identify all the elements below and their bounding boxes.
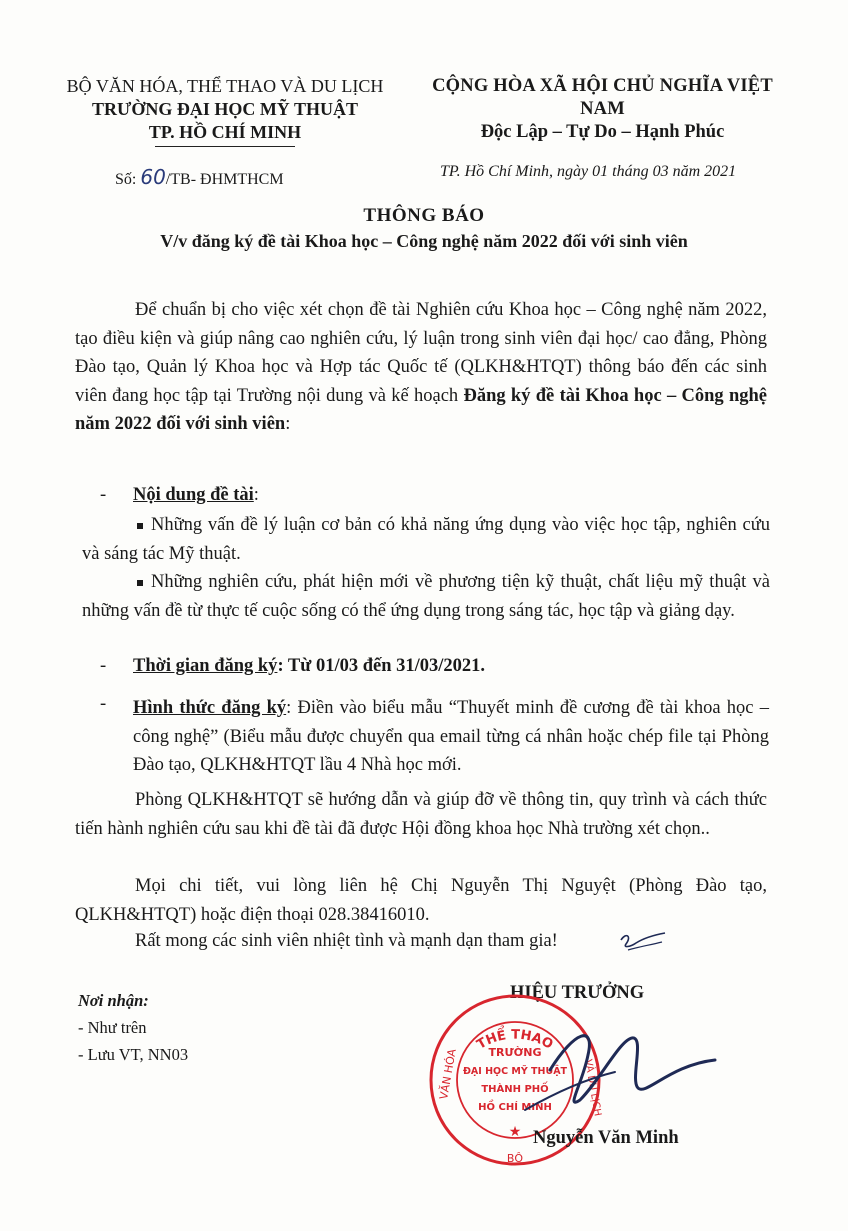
content-heading — [133, 485, 259, 506]
recipient-item: - Lưu VT, NN03 — [78, 1045, 189, 1064]
dash-bullet: - — [100, 485, 107, 505]
doc-number-value: 60 — [140, 165, 166, 189]
national-heading — [410, 75, 795, 144]
seal-line-3: THÀNH PHỐ — [481, 1084, 549, 1095]
dash-bullet: - — [100, 656, 107, 676]
guide-paragraph: Phòng QLKH&HTQT sẽ hướng dẫn và giúp đỡ về thông tin, quy trình và cách thức tiến hành nghiên cứu sau khi đề tài đã được Hội đồng khoa học Nhà trường xét chọn.. — [75, 790, 767, 839]
recipients-label: Nơi nhận: — [78, 991, 149, 1010]
square-bullet-icon — [137, 580, 143, 586]
content-colon: : — [253, 485, 259, 505]
doc-number-prefix: Số: — [115, 171, 137, 188]
content-item-text: Những nghiên cứu, phát hiện mới về phương tiện kỹ thuật, chất liệu mỹ thuật và những vấn đề từ thực tế cuộc sống có thể ứng dụng trong sáng tác, học tập và giảng dạy. — [82, 572, 770, 621]
issuing-agency — [60, 75, 390, 147]
seal-line-1: TRƯỜNG — [488, 1046, 542, 1059]
school-name: TRƯỜNG ĐẠI HỌC MỸ THUẬT — [91, 99, 358, 119]
seal-left-text: VĂN HÓA — [437, 1047, 459, 1101]
divider — [155, 146, 295, 147]
doc-number-suffix: /TB- ĐHMTHCM — [165, 171, 284, 188]
intro-bold: Đăng ký đề tài Khoa học – Công nghệ năm 2022 đối với sinh viên — [75, 385, 767, 434]
recipients — [78, 987, 188, 1068]
document-subtitle: V/v đăng ký đề tài Khoa học – Công nghệ năm 2022 đối với sinh viên — [160, 231, 688, 251]
square-bullet-icon — [137, 523, 143, 529]
content-item — [82, 511, 770, 568]
ministry-name: BỘ VĂN HÓA, THỂ THAO VÀ DU LỊCH — [66, 76, 384, 96]
dash-bullet: - — [100, 694, 107, 714]
document-title: THÔNG BÁO — [363, 205, 485, 226]
registration-time — [133, 656, 485, 677]
recipient-item: - Như trên — [78, 1018, 147, 1037]
closing-line: Rất mong các sinh viên nhiệt tình và mạnh dạn tham gia! — [135, 931, 558, 951]
form-label: Hình thức đăng ký — [133, 698, 287, 718]
signer-title: HIỆU TRƯỞNG — [510, 983, 645, 1003]
place-date: TP. Hồ Chí Minh, ngày 01 tháng 03 năm 2021 — [440, 163, 737, 180]
intro-end: : — [285, 414, 291, 434]
time-label: Thời gian đăng ký — [133, 656, 278, 676]
seal-star-icon: ★ — [508, 1124, 522, 1140]
handwritten-signature — [520, 1010, 720, 1120]
time-value: : Từ 01/03 đến 31/03/2021. — [277, 656, 486, 676]
content-item-text: Những vấn đề lý luận cơ bản có khả năng ứng dụng vào việc học tập, nghiên cứu và sáng tác Mỹ thuật. — [82, 515, 770, 564]
form-value: : Điền vào biểu mẫu “Thuyết minh đề cương đề tài khoa học – công nghệ” (Biểu mẫu được chuyển qua email từng cá nhân hoặc chép file tại Phòng Đào tạo, QLKH&HTQT lầu 4 Nhà học mới. — [133, 698, 769, 775]
registration-form — [133, 694, 769, 780]
intro-text: Để chuẩn bị cho việc xét chọn đề tài Nghiên cứu Khoa học – Công nghệ năm 2022, tạo điều kiện và giúp nâng cao nghiên cứu, lý luận trong sinh viên đại học/ cao đẳng, Phòng Đào tạo, Quản lý Khoa học và Hợp tác Quốc tế (QLKH&HTQT) thông báo đến các sinh viên đang học tập tại Trường nội dung và kế hoạch — [75, 300, 767, 406]
seal-line-4: HỒ CHÍ MINH — [478, 1102, 552, 1113]
national-motto: Độc Lập – Tự Do – Hạnh Phúc — [480, 122, 725, 142]
intro-paragraph — [75, 296, 767, 439]
signer-name: Nguyễn Văn Minh — [533, 1128, 679, 1148]
seal-bottom-text: BỘ — [506, 1152, 524, 1165]
seal-right-text: VÀ DU LỊCH — [582, 1058, 603, 1118]
contact-paragraph: Mọi chi tiết, vui lòng liên hệ Chị Nguyễn Thị Nguyệt (Phòng Đào tạo, QLKH&HTQT) hoặc điện thoại 028.38416010. — [75, 876, 767, 925]
content-item — [82, 568, 770, 625]
country-name: CỘNG HÒA XÃ HỘI CHỦ NGHĨA VIỆT NAM — [432, 76, 773, 119]
seal-line-2: ĐẠI HỌC MỸ THUẬT — [462, 1066, 568, 1077]
document-number — [115, 165, 284, 189]
seal-top-text: THỂ THAO — [474, 1027, 556, 1053]
school-city: TP. HỒ CHÍ MINH — [148, 122, 302, 142]
initial-mark — [618, 930, 668, 955]
content-label: Nội dung đề tài — [133, 485, 254, 505]
